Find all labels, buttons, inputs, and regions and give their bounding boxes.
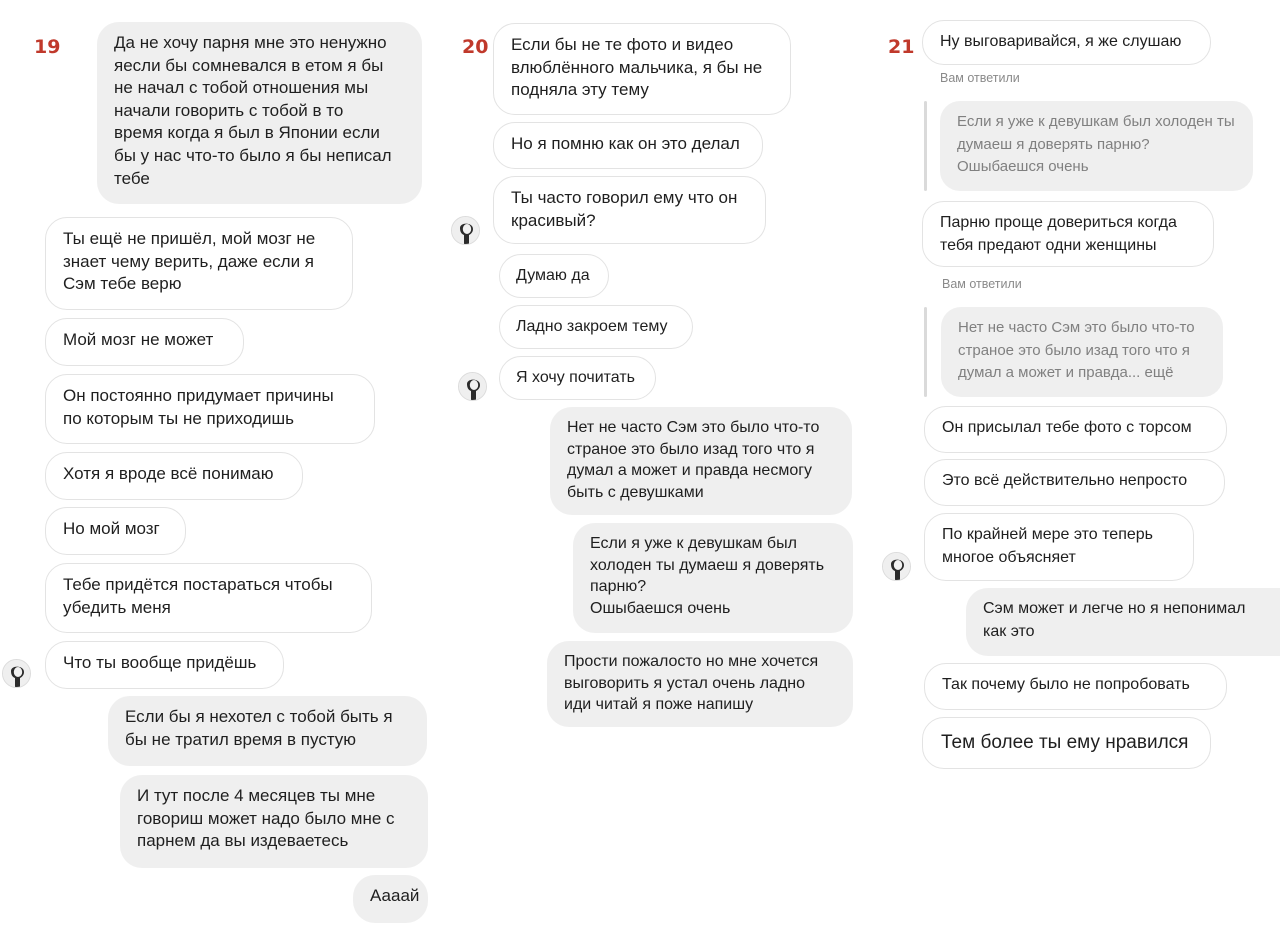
user-avatar-icon: [882, 552, 911, 581]
message-bubble-incoming: Так почему было не попробовать: [924, 663, 1227, 710]
replied-label: Вам ответили: [942, 277, 1022, 291]
message-bubble-incoming: Он присылал тебе фото с торсом: [924, 406, 1227, 453]
user-avatar-icon: [2, 659, 31, 688]
message-bubble-incoming: Но я помню как он это делал: [493, 122, 763, 169]
message-bubble-outgoing: Сэм может и легче но я непонимал как это: [966, 588, 1280, 656]
message-bubble-incoming: Я хочу почитать: [499, 356, 656, 400]
reply-quote: Нет не часто Сэм это было что-то страное это было изад того что я думал а может и правда... ещё: [941, 307, 1223, 397]
message-bubble-incoming: Ладно закроем тему: [499, 305, 693, 349]
panel-number: 21: [888, 36, 915, 58]
message-bubble-outgoing: И тут после 4 месяцев ты мне говориш может надо было мне с парнем да вы издеваетесь: [120, 775, 428, 868]
message-bubble-incoming: Что ты вообще придёшь: [45, 641, 284, 689]
message-bubble-incoming: Мой мозг не может: [45, 318, 244, 366]
message-bubble-outgoing: Да не хочу парня мне это ненужно яесли бы сомневался в етом я бы не начал с тобой отношения мы начали говорить с тобой в то время когда я был в Японии если бы у нас что-то было я бы неписал тебе: [97, 22, 422, 204]
message-bubble-incoming: Тебе придётся постараться чтобы убедить меня: [45, 563, 372, 633]
message-bubble-incoming: Тем более ты ему нравился: [922, 717, 1211, 769]
message-bubble-incoming: Хотя я вроде всё понимаю: [45, 452, 303, 500]
message-bubble-outgoing: Прости пожалосто но мне хочется выговорить я устал очень ладно иди читай я поже напишу: [547, 641, 853, 727]
message-bubble-incoming: Он постоянно придумает причины по которым ты не приходишь: [45, 374, 375, 444]
message-bubble-incoming: Но мой мозг: [45, 507, 186, 555]
reply-quote-bar: [924, 101, 927, 191]
message-bubble-outgoing: Аааай: [353, 875, 428, 923]
message-bubble-incoming: Парню проще довериться когда тебя предают одни женщины: [922, 201, 1214, 267]
replied-label: Вам ответили: [940, 71, 1020, 85]
message-bubble-outgoing: Нет не часто Сэм это было что-то страное это было изад того что я думал а может и правда несмогу быть с девушками: [550, 407, 852, 515]
panel-number: 20: [462, 36, 489, 58]
message-bubble-outgoing: Если бы я нехотел с тобой быть я бы не тратил время в пустую: [108, 696, 427, 766]
message-bubble-incoming: Думаю да: [499, 254, 609, 298]
reply-quote-bar: [924, 307, 927, 397]
message-bubble-incoming: Если бы не те фото и видео влюблённого мальчика, я бы не подняла эту тему: [493, 23, 791, 115]
message-bubble-incoming: Ты ещё не пришёл, мой мозг не знает чему верить, даже если я Сэм тебе верю: [45, 217, 353, 310]
user-avatar-icon: [458, 372, 487, 401]
message-bubble-incoming: Ну выговаривайся, я же слушаю: [922, 20, 1211, 65]
message-bubble-outgoing: Если я уже к девушкам был холоден ты думаеш я доверять парню? Ошыбаешся очень: [573, 523, 853, 633]
panel-number: 19: [34, 36, 61, 58]
message-bubble-incoming: Ты часто говорил ему что он красивый?: [493, 176, 766, 244]
message-bubble-incoming: Это всё действительно непросто: [924, 459, 1225, 506]
reply-quote: Если я уже к девушкам был холоден ты думаеш я доверять парню? Ошыбаешся очень: [940, 101, 1253, 191]
message-bubble-incoming: По крайней мере это теперь многое объясняет: [924, 513, 1194, 581]
user-avatar-icon: [451, 216, 480, 245]
